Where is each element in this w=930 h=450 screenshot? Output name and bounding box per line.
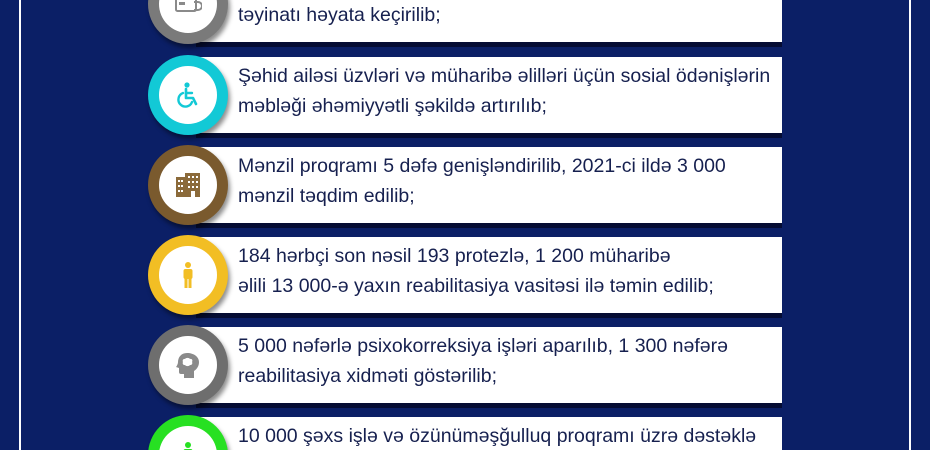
item-text-line-1: 10 000 şəxs işlə və özünüməşğulluq proqramı üzrə dəstəklə xyxy=(238,425,757,447)
list-item xyxy=(0,325,930,405)
text-card xyxy=(196,0,782,42)
item-text xyxy=(238,241,778,301)
item-text-line-2: məbləği əhəmiyyətli şəkildə artırılıb; xyxy=(238,95,547,117)
item-text-line-1: Mənzil proqramı 5 dəfə genişləndirilib, 2021-ci ildə 3 000 xyxy=(238,155,726,177)
item-text-line-1: 5 000 nəfərlə psixokorreksiya işləri aparılıb, 1 300 nəfərə xyxy=(238,335,728,357)
item-text xyxy=(238,61,778,121)
item-text-line-2: əlili 13 000-ə yaxın reabilitasiya vasitəsi ilə təmin edilib; xyxy=(238,275,714,297)
item-text xyxy=(238,151,778,211)
person-icon xyxy=(174,261,202,289)
icon-badge xyxy=(148,55,228,135)
list-item xyxy=(0,55,930,135)
icon-badge xyxy=(148,145,228,225)
list-item xyxy=(0,0,930,44)
wheelchair-icon xyxy=(174,81,202,109)
item-text-line-1: Şəhid ailəsi üzvləri və müharibə əlilləri üçün sosial ödənişlərin xyxy=(238,65,771,87)
icon-badge xyxy=(148,325,228,405)
text-card xyxy=(196,417,782,450)
text-card xyxy=(196,57,782,133)
item-text-line-2: reabilitasiya xidməti göstərilib; xyxy=(238,365,498,387)
person-icon xyxy=(174,441,202,450)
item-text-line-2: mənzil təqdim edilib; xyxy=(238,185,415,207)
head-brain-icon xyxy=(174,351,202,379)
item-text xyxy=(238,421,778,450)
icon-badge xyxy=(148,235,228,315)
building-icon xyxy=(174,171,202,199)
item-text-line-2: təyinatı həyata keçirilib; xyxy=(238,4,441,26)
text-card xyxy=(196,327,782,403)
item-text xyxy=(238,0,778,30)
item-text-line-1: 184 hərbçi son nəsil 193 protezlə, 1 200 müharibə xyxy=(238,245,671,267)
payment-card-icon xyxy=(174,0,202,18)
list-item xyxy=(0,235,930,315)
list-item xyxy=(0,145,930,225)
item-text xyxy=(238,331,778,391)
text-card xyxy=(196,147,782,223)
text-card xyxy=(196,237,782,313)
list-item xyxy=(0,415,930,450)
